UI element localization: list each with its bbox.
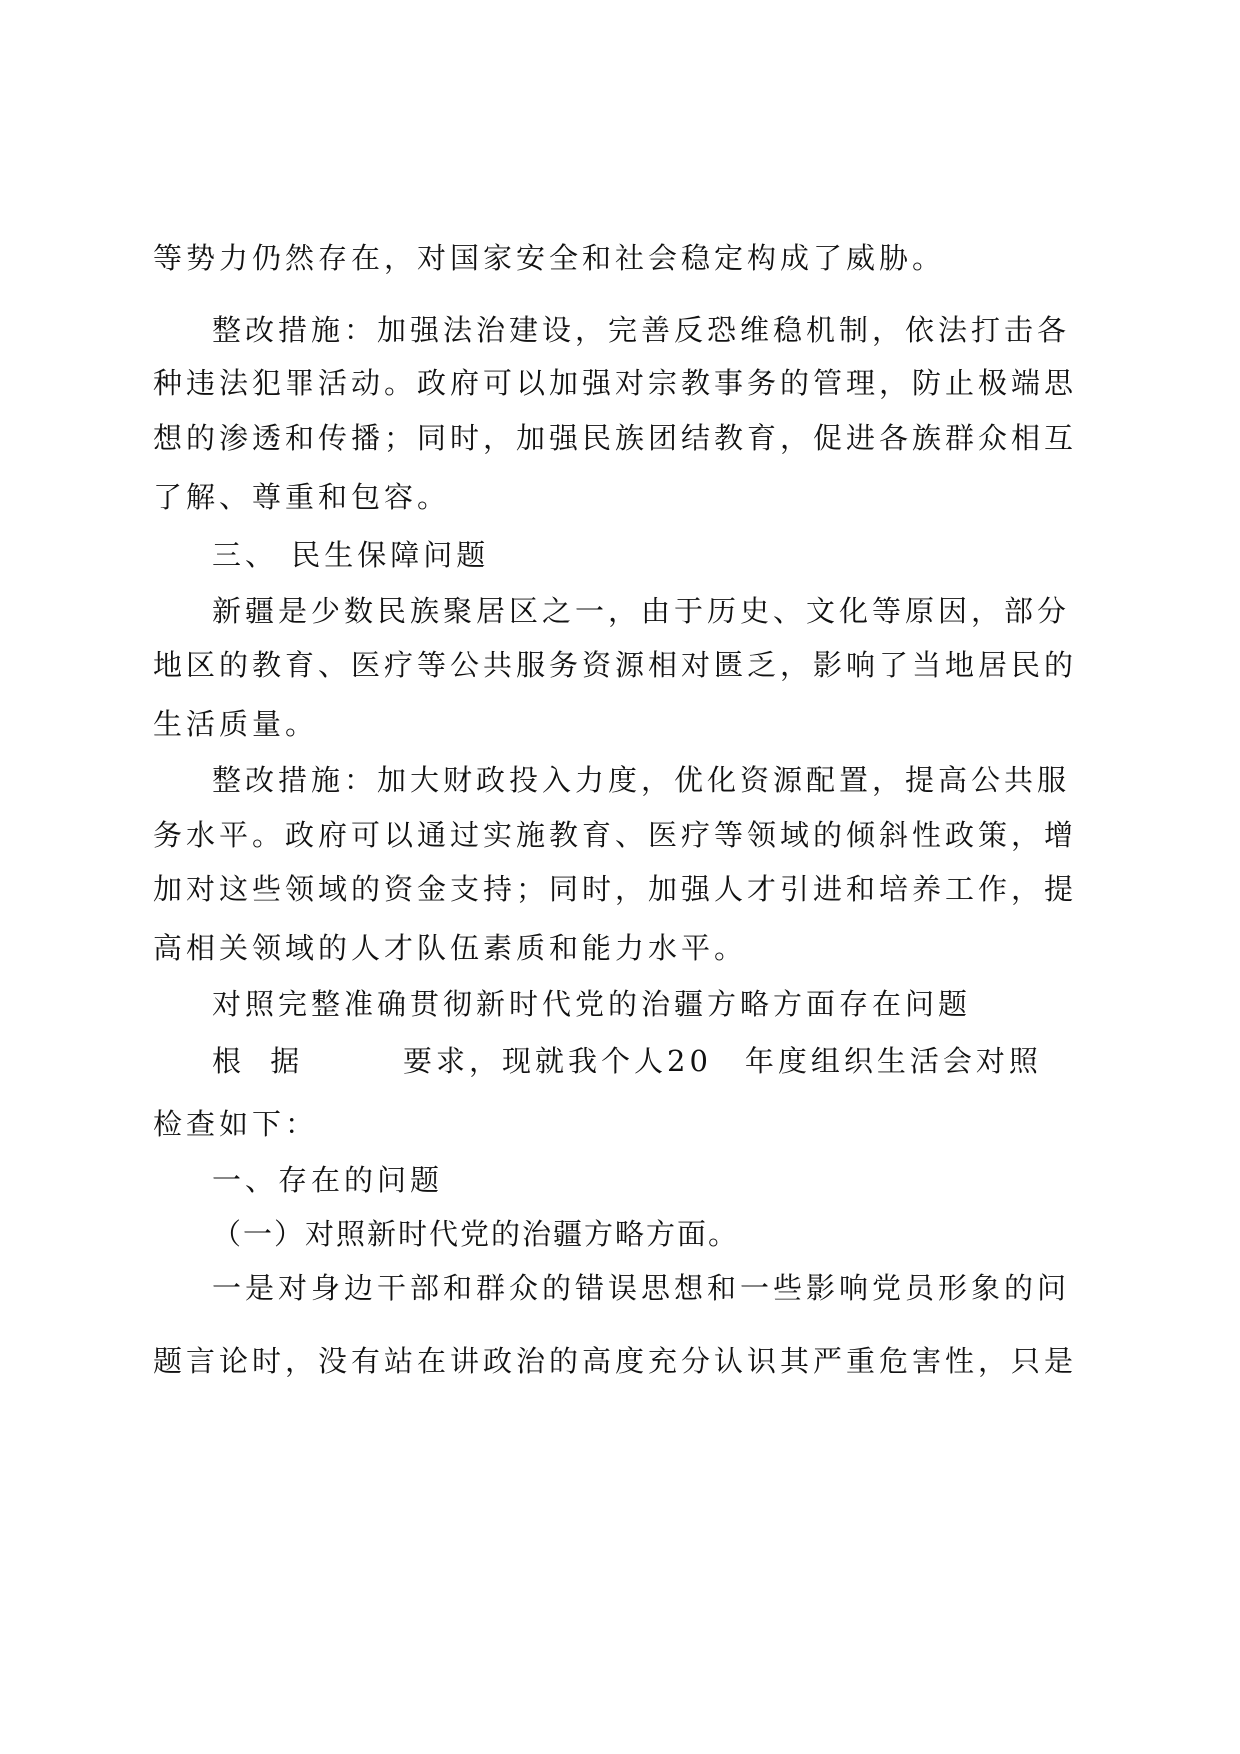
text-line: 生活质量。 — [153, 707, 319, 741]
section-heading: 三、 民生保障问题 — [212, 538, 490, 572]
text-line: 一是对身边干部和群众的错误思想和一些影响党员形象的问 — [212, 1271, 1071, 1305]
text-line: 等势力仍然存在，对国家安全和社会稳定构成了威胁。 — [153, 241, 946, 275]
text-line: 加对这些领域的资金支持；同时，加强人才引进和培养工作，提 — [153, 872, 1078, 906]
text-line: 整改措施：加大财政投入力度，优化资源配置，提高公共服 — [212, 763, 1071, 797]
text-line: 想的渗透和传播；同时，加强民族团结教育，促进各族群众相互 — [153, 421, 1078, 455]
text-line: 检查如下： — [153, 1107, 319, 1141]
text-line: 题言论时，没有站在讲政治的高度充分认识其严重危害性，只是 — [153, 1344, 1078, 1378]
text-line: 高相关领域的人才队伍素质和能力水平。 — [153, 931, 748, 965]
subsection-heading: （一）对照新时代党的治疆方略方面。 — [212, 1217, 740, 1251]
text-line-end: 要求，现就我个人20 年度组织生活会对照 — [403, 1044, 1042, 1078]
section-heading: 一、存在的问题 — [212, 1163, 444, 1197]
text-line: 种违法犯罪活动。政府可以加强对宗教事务的管理，防止极端思 — [153, 366, 1078, 400]
text-line: 务水平。政府可以通过实施教育、医疗等领域的倾斜性政策，增 — [153, 818, 1078, 852]
section-heading: 对照完整准确贯彻新时代党的治疆方略方面存在问题 — [212, 987, 972, 1021]
text-line: 了解、尊重和包容。 — [153, 480, 451, 514]
text-line: 整改措施：加强法治建设，完善反恐维稳机制，依法打击各 — [212, 313, 1071, 347]
text-line: 新疆是少数民族聚居区之一，由于历史、文化等原因，部分 — [212, 594, 1071, 628]
text-line: 地区的教育、医疗等公共服务资源相对匮乏，影响了当地居民的 — [153, 648, 1078, 682]
text-line-start: 根 据 — [212, 1044, 310, 1078]
